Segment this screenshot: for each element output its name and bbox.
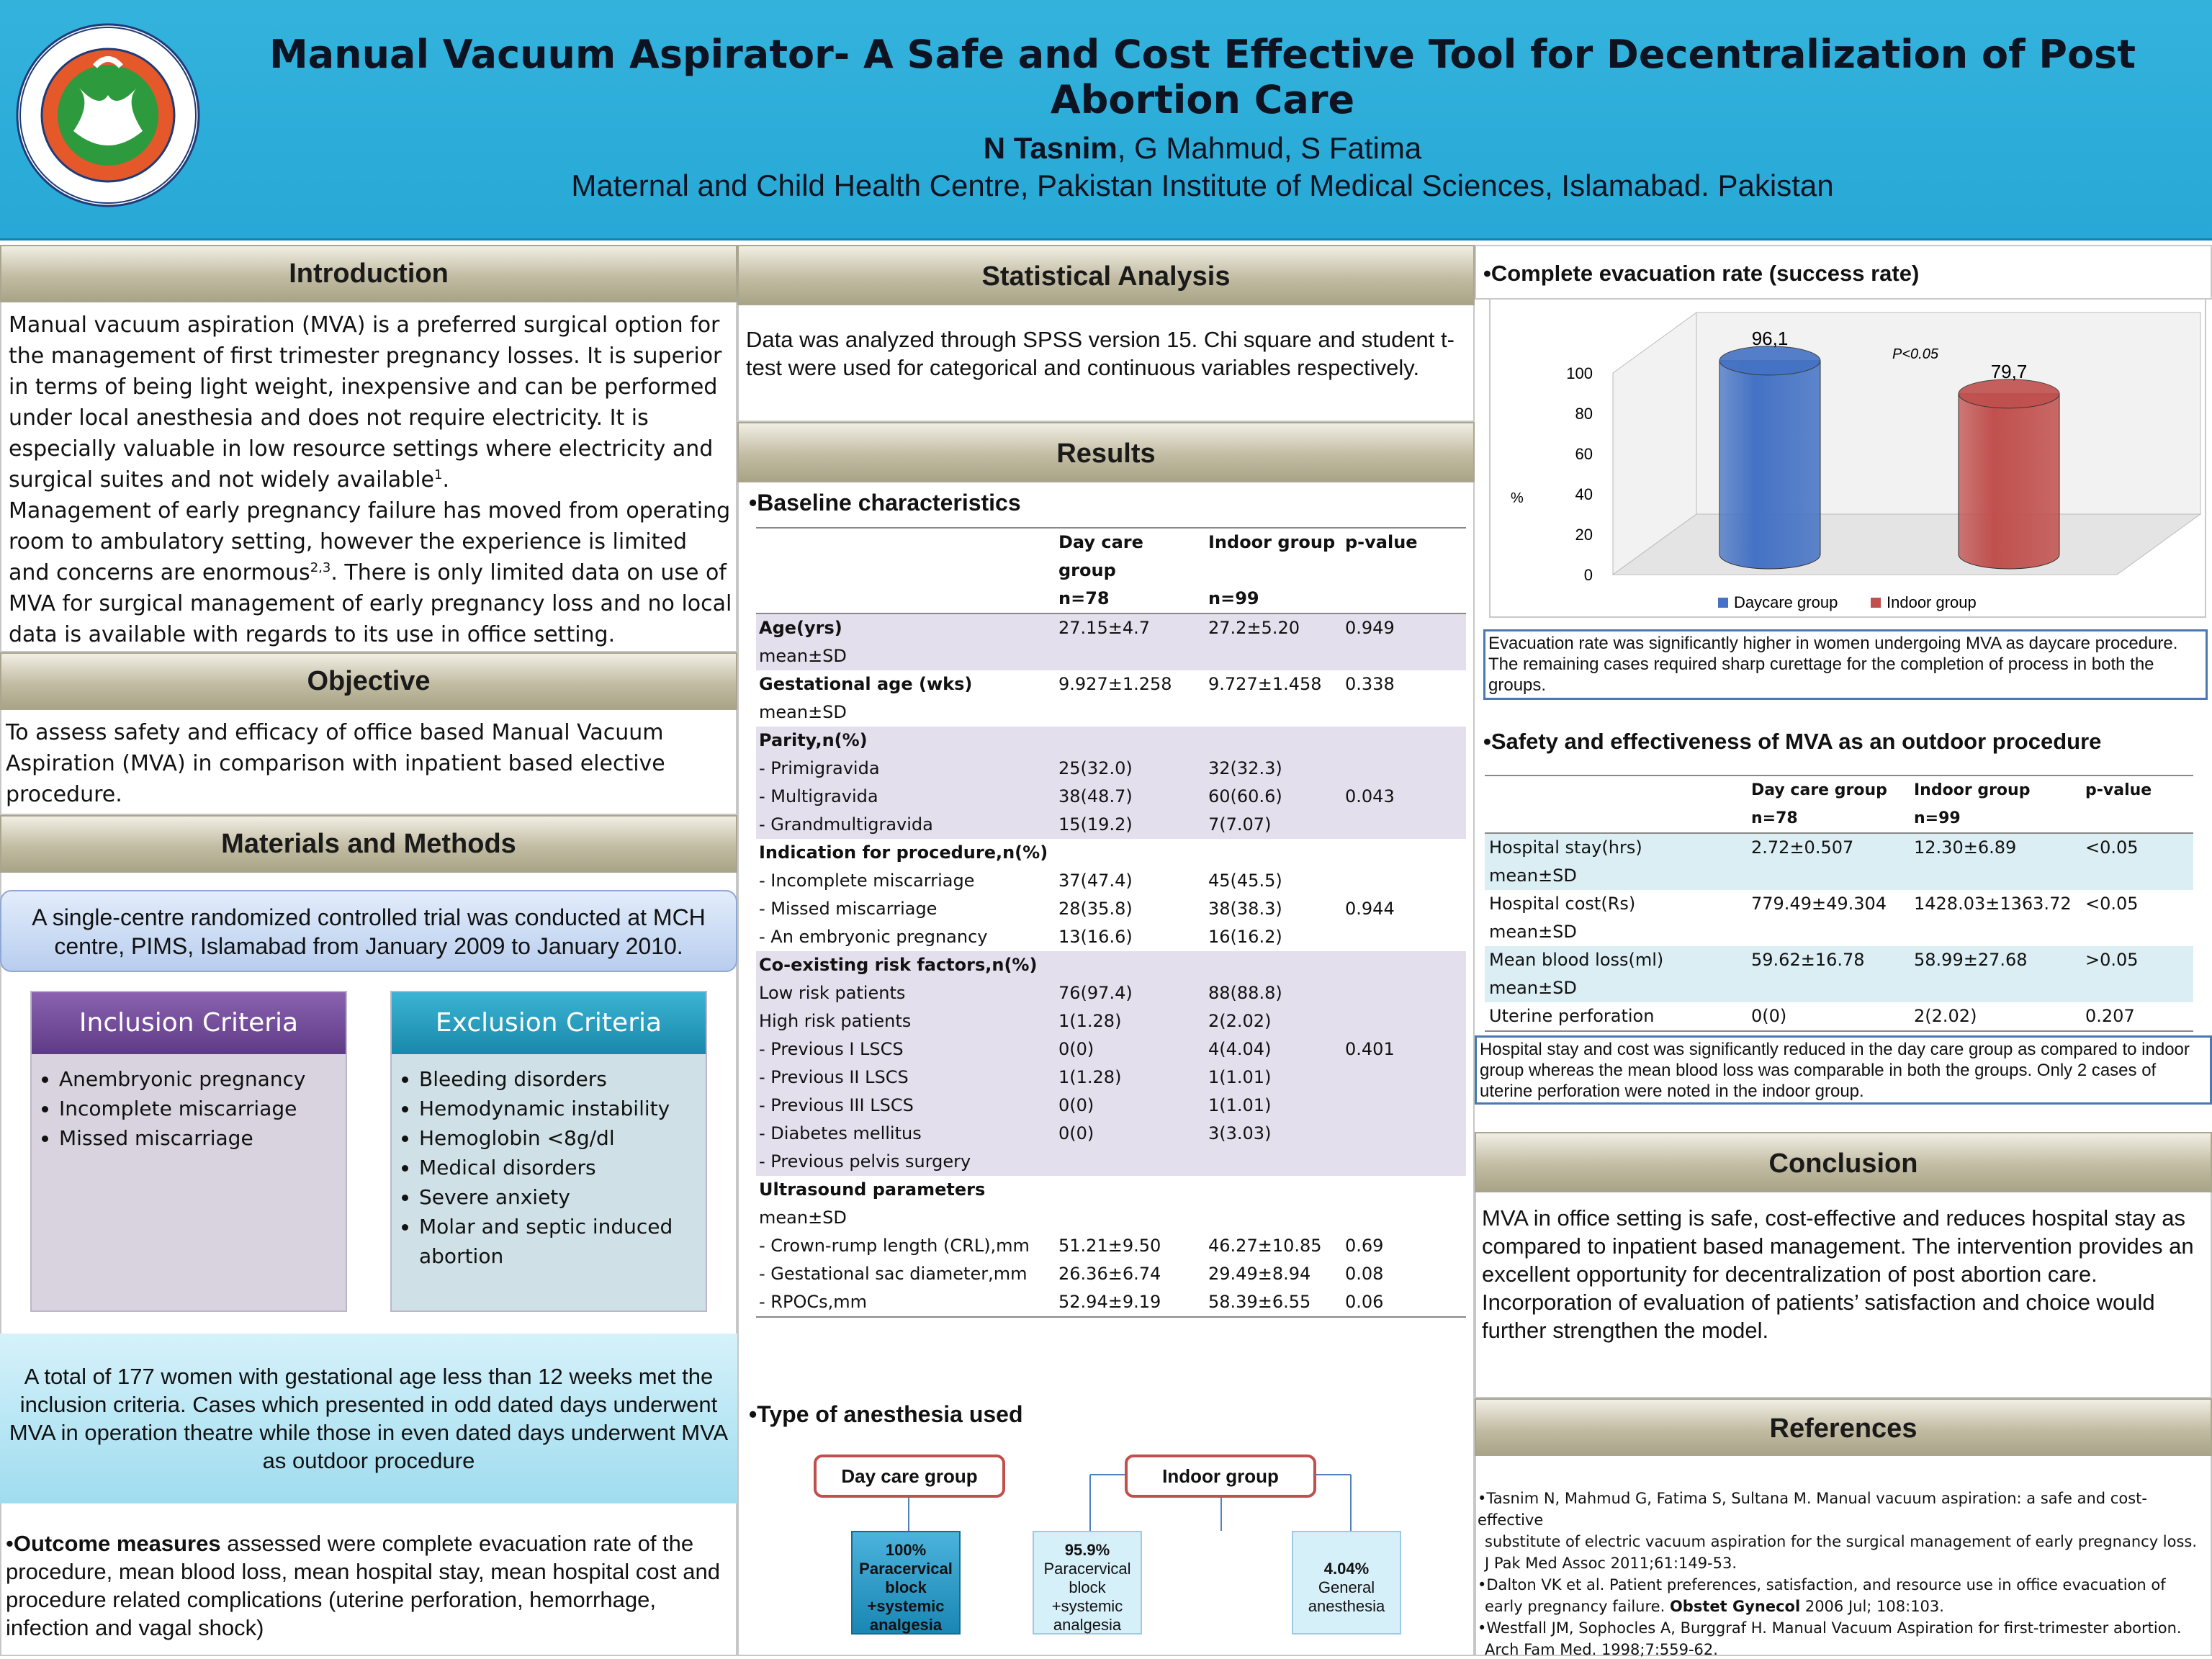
safety-cell: 2.72±0.507 [1747,833,1910,862]
baseline-cell: 25(32.0) [1056,755,1205,783]
baseline-cell [1056,727,1205,755]
baseline-cell: 45(45.5) [1208,871,1282,891]
day-care-group-node: Day care group [814,1455,1005,1498]
baseline-cell: - Previous I LSCS [756,1035,1056,1064]
trial-text: A single-centre randomized controlled trial was conducted at MCH centre, PIMS, Islamabad from January 2009 to January 2010. [32,904,706,959]
anesthesia-box-indoor-paracervical [1033,1531,1142,1635]
baseline-cell: Ultrasound parameters [759,1179,986,1200]
baseline-cell: 32(32.3) [1205,755,1342,783]
baseline-cell [1342,585,1466,613]
data-label: 79,7 [1990,360,2028,382]
baseline-cell: Indication for procedure,n(%) [759,842,1048,863]
baseline-cell: 46.27±10.85 [1208,1236,1322,1256]
baseline-cell [1342,1204,1466,1232]
safety-cell: n=99 [1910,804,2081,833]
safety-cell: 779.49±49.304 [1751,894,1887,914]
ref-2b-pre: early pregnancy failure. [1485,1598,1670,1615]
safety-cell: n=78 [1747,804,1910,833]
safety-cell [2081,974,2193,1002]
conclusion-heading: Conclusion [1475,1132,2212,1192]
baseline-cell [1056,839,1205,867]
baseline-row [756,755,1466,783]
safety-row [1485,1002,2193,1031]
ref-2b-post: 2006 Jul; 108:103. [1800,1598,1944,1615]
inclusion-criteria-box [30,991,347,1312]
safety-cell: 58.99±27.68 [1910,946,2081,974]
baseline-cell: mean±SD [759,1208,847,1228]
b1-l2: block [885,1578,927,1596]
baseline-cell [1342,811,1466,839]
baseline-cell: - Missed miscarriage [759,899,938,919]
baseline-row [756,1232,1466,1260]
outcome-body: assessed were complete evacuation rate of the procedure, mean blood loss, mean hospital stay, mean hospital cost and procedure related complications (uterine perforation, hemorrhage, infection and vagal shock) [6,1531,720,1640]
baseline-cell [1342,839,1466,867]
b3-l2: anesthesia [1308,1597,1385,1615]
baseline-cell: - Primigravida [756,755,1056,783]
trial-box [0,890,737,972]
safety-row [1485,946,2193,974]
legend-label: Indoor group [1887,593,1977,611]
introduction-heading: Introduction [0,245,737,302]
legend-label: Daycare group [1734,593,1838,611]
ref-2b-journal: Obstet Gynecol [1669,1598,1801,1615]
baseline-cell: 13(16.6) [1058,927,1133,947]
exclusion-item: • Hemoglobin <8g/dl [419,1123,701,1153]
baseline-cell: 28(35.8) [1058,899,1133,919]
baseline-cell: p-value [1342,528,1466,585]
b1-pct: 100% [885,1541,927,1559]
baseline-row [756,698,1466,727]
baseline-row [756,1120,1466,1148]
baseline-row [756,979,1466,1007]
baseline-cell: Parity,n(%) [756,727,1056,755]
baseline-cell: Age(yrs) [756,613,1056,642]
baseline-cell [1205,1176,1342,1204]
baseline-cell: - RPOCs,mm [756,1288,1056,1317]
baseline-cell: 60(60.6) [1205,783,1342,811]
baseline-cell [1342,1120,1466,1148]
baseline-cell [1205,1204,1342,1232]
safety-cell: 1428.03±1363.72 [1914,894,2072,914]
safety-header-row [1485,775,2193,804]
b3-l1: General [1318,1578,1375,1596]
safety-cell: 0.207 [2081,1002,2193,1031]
authors [209,131,2196,166]
baseline-cell: Co-existing risk factors,n(%) [756,951,1056,979]
baseline-row [756,1260,1466,1288]
baseline-cell [1342,867,1466,895]
safety-cell: 2(2.02) [1910,1002,2081,1031]
b2-l3: +systemic [1051,1597,1123,1615]
baseline-cell: 9.927±1.258 [1058,674,1172,694]
safety-cell [1747,862,1910,890]
inclusion-item: • Incomplete miscarriage [59,1094,341,1123]
baseline-cell [1205,839,1342,867]
baseline-cell [1342,979,1466,1007]
safety-cell: 0(0) [1747,1002,1910,1031]
baseline-cell: n=99 [1205,585,1342,613]
baseline-table [756,527,1466,1318]
baseline-row [756,1176,1466,1204]
baseline-cell: - Gestational sac diameter,mm [759,1264,1028,1284]
y-axis-label: % [1511,490,1524,506]
baseline-cell: - Incomplete miscarriage [759,871,975,891]
y-tick-label: 0 [1583,566,1593,584]
baseline-row [756,811,1466,839]
baseline-cell [1342,1092,1466,1120]
conclusion-text [1482,1204,2205,1344]
baseline-row [756,951,1466,979]
safety-cell: mean±SD [1485,974,1747,1002]
methods-heading: Materials and Methods [0,815,737,873]
baseline-cell: - Multigravida [756,783,1056,811]
intro-paragraph-2b: . There is only limited data on use of MVA for surgical management of early pregnancy loss and no local data is available with regards to its use in office setting. [9,560,732,647]
baseline-cell: 0(0) [1056,1092,1205,1120]
baseline-cell: 26.36±6.74 [1058,1264,1161,1284]
baseline-row [756,1007,1466,1035]
baseline-cell [1342,698,1466,727]
baseline-cell [756,528,1056,585]
baseline-cell [1056,951,1205,979]
baseline-cell: - Previous pelvis surgery [756,1148,1056,1176]
safety-cell [2081,862,2193,890]
baseline-cell: 51.21±9.50 [1058,1236,1161,1256]
baseline-cell [1342,642,1466,670]
baseline-cell: 0.043 [1342,783,1466,811]
baseline-row [756,839,1466,867]
b2-l4: analgesia [1053,1616,1122,1634]
outcome-label: Outcome measures [13,1531,221,1556]
poster-title: Manual Vacuum Aspirator- A Safe and Cost Effective Tool for Decentralization of Post Abortion Care [269,32,2136,122]
safety-note: Hospital stay and cost was significantly reduced in the day care group as compared to indoor group whereas the mean blood loss was comparable in both the groups. Only 2 cases of uterine perforation were noted in the indoor group. [1475,1035,2212,1105]
b3-pct: 4.04% [1323,1560,1370,1578]
baseline-cell: 1(1.28) [1056,1064,1205,1092]
inclusion-item: • Anembryonic pregnancy [59,1064,341,1094]
b1-l3: +systemic [867,1597,945,1615]
safety-cell [2081,804,2193,833]
objective-heading: Objective [0,652,737,710]
inclusion-item: • Missed miscarriage [59,1123,341,1153]
y-tick-label: 100 [1566,364,1593,382]
baseline-cell: 52.94±9.19 [1056,1288,1205,1317]
safety-cell: <0.05 [2081,833,2193,862]
baseline-cell: 27.15±4.7 [1056,613,1205,642]
references-heading: References [1475,1398,2212,1456]
baseline-cell: 4(4.04) [1205,1035,1342,1064]
baseline-title: •Baseline characteristics [749,490,1021,516]
indoor-group-node: Indoor group [1125,1455,1316,1498]
safety-n-row [1485,804,2193,833]
baseline-cell: - Diabetes mellitus [756,1120,1056,1148]
baseline-cell [1056,1176,1205,1204]
baseline-cell: 2(2.02) [1205,1007,1342,1035]
baseline-cell: 0(0) [1056,1120,1205,1148]
baseline-cell: Day care group [1056,528,1205,585]
baseline-cell: - An embryonic pregnancy [759,927,988,947]
data-label: 96,1 [1751,327,1789,349]
b2-pct: 95.9% [1064,1541,1110,1559]
poster-header [0,0,2212,240]
baseline-cell: 0.944 [1345,899,1395,919]
co-authors: , G Mahmud, S Fatima [1117,131,1422,165]
safety-title-text: Safety and effectiveness of MVA as an outdoor procedure [1491,729,2102,754]
y-tick-label: 60 [1575,445,1593,463]
baseline-cell: 0.949 [1342,613,1466,642]
safety-cell: mean±SD [1489,922,1577,942]
baseline-cell: 1(1.01) [1205,1064,1342,1092]
safety-cell: Hospital cost(Rs) [1489,894,1636,914]
exclusion-criteria-title: Exclusion Criteria [392,992,706,1054]
y-tick-label: 40 [1575,485,1593,503]
safety-title: •Safety and effectiveness of MVA as an outdoor procedure [1483,729,2102,754]
baseline-n-row [756,585,1466,613]
ref-1: •Tasnim N, Mahmud G, Fatima S, Sultana M. Manual vacuum aspiration: a safe and cost-effective [1478,1490,2147,1529]
baseline-cell: 0.401 [1342,1035,1466,1064]
anesthesia-box-daycare [851,1531,961,1635]
bar-1 [1959,394,2059,569]
baseline-row [756,727,1466,755]
baseline-row [756,1092,1466,1120]
baseline-cell: 0.06 [1342,1288,1466,1317]
y-tick-label: 20 [1575,526,1593,544]
safety-row [1485,918,2193,946]
ref-1c: J Pak Med Assoc 2011;61:149-53. [1485,1555,1737,1572]
baseline-cell: Low risk patients [756,979,1056,1007]
exclusion-item: • Bleeding disorders [419,1064,701,1094]
baseline-cell: Gestational age (wks) [759,674,973,694]
objective-text: To assess safety and efficacy of office based Manual Vacuum Aspiration (MVA) in comparison with inpatient based elective procedure. [6,720,665,807]
safety-cell [1910,974,2081,1002]
baseline-cell: 58.39±6.55 [1205,1288,1342,1317]
baseline-cell: 0.08 [1345,1264,1384,1284]
safety-cell: Mean blood loss(ml) [1485,946,1747,974]
ref-1b: substitute of electric vacuum aspiration for the surgical management of early pregnancy loss. [1485,1533,2198,1550]
baseline-cell: 15(19.2) [1056,811,1205,839]
baseline-cell [1342,923,1466,951]
baseline-cell [1342,1064,1466,1092]
safety-cell: mean±SD [1485,862,1747,890]
safety-row [1485,974,2193,1002]
baseline-cell: 38(38.3) [1208,899,1282,919]
safety-cell [1485,775,1747,804]
anesthesia-title: •Type of anesthesia used [749,1401,1023,1427]
safety-cell: 12.30±6.89 [1910,833,2081,862]
exclusion-item: • Severe anxiety [419,1182,701,1212]
baseline-cell: 37(47.4) [1058,871,1133,891]
baseline-row [756,1204,1466,1232]
baseline-title-text: Baseline characteristics [757,490,1021,516]
baseline-cell: 1(1.28) [1056,1007,1205,1035]
baseline-cell: Indoor group [1205,528,1342,585]
chart-floor [1613,514,2200,575]
bar-top-1 [1959,379,2059,408]
baseline-cell: - Previous III LSCS [756,1092,1056,1120]
b2-l2: block [1069,1578,1106,1596]
inclusion-list [39,1064,341,1153]
safety-cell: Hospital stay(hrs) [1485,833,1747,862]
baseline-row [756,923,1466,951]
anesthesia-box-indoor-general [1292,1531,1401,1635]
lead-author: N Tasnim [983,131,1118,165]
safety-cell: p-value [2081,775,2193,804]
evacuation-title-text: Complete evacuation rate (success rate) [1491,261,1920,286]
baseline-row [756,1288,1466,1317]
intro-sup-2: 2,3 [310,560,331,575]
safety-row [1485,862,2193,890]
baseline-cell [1342,727,1466,755]
baseline-cell: mean±SD [756,642,1056,670]
baseline-row [756,895,1466,923]
baseline-cell [1342,755,1466,783]
b2-l1: Paracervical [1043,1560,1131,1578]
safety-cell [1747,918,1910,946]
baseline-cell: 16(16.2) [1208,927,1282,947]
b1-l4: analgesia [869,1616,943,1634]
safety-cell [1910,862,2081,890]
safety-cell [1910,918,2081,946]
introduction-text: Manual vacuum aspiration (MVA) is a preferred surgical option for the management of first trimester pregnancy losses. It is superior in terms of being light weight, inexpensive and can be performed under local anesthesia and does not require electricity. It is especially valuable in low resource settings where electricity and surgical suites and not widely available$^1$. Management of early pregnancy failure has moved from operating room to ambulatory setting, however the experience is limited and concerns are enormous$^{2,3}$. There is only limited data on use of MVA for surgical management of early pregnancy loss and no local data is available with regards to its use in office setting. [9,313,732,647]
baseline-cell: - Previous II LSCS [756,1064,1056,1092]
inclusion-criteria-title: Inclusion Criteria [32,992,346,1054]
baseline-cell: High risk patients [756,1007,1056,1035]
intro-paragraph-1: Manual vacuum aspiration (MVA) is a preferred surgical option for the management of first trimester pregnancy losses. It is superior in terms of being light weight, inexpensive and can be performed under local anesthesia and does not require electricity. It is especially valuable in low resource settings where electricity and surgical suites and not widely available [9,313,722,493]
baseline-cell: 7(7.07) [1205,811,1342,839]
baseline-cell [1205,1148,1342,1176]
baseline-row [756,642,1466,670]
ref-3b: Arch Fam Med. 1998;7:559-62. [1485,1641,1718,1658]
baseline-cell: 88(88.8) [1205,979,1342,1007]
baseline-cell [1056,1204,1205,1232]
baseline-cell [1342,1148,1466,1176]
pims-seal-icon [16,23,200,207]
ref-2: •Dalton VK et al. Patient preferences, satisfaction, and resource use in office evacuation of [1478,1576,2166,1593]
safety-cell: Indoor group [1910,775,2081,804]
safety-row [1485,890,2193,918]
references-list [1478,1488,2198,1659]
baseline-cell: n=78 [1056,585,1205,613]
results-heading: Results [737,422,1475,482]
baseline-cell: 3(3.03) [1205,1120,1342,1148]
legend-swatch [1871,598,1881,608]
baseline-cell: 29.49±8.94 [1208,1264,1311,1284]
baseline-cell: - Crown-rump length (CRL),mm [759,1236,1030,1256]
anesthesia-title-text: Type of anesthesia used [757,1401,1023,1427]
conclusion-p1: MVA in office setting is safe, cost-effective and reduces hospital stay as compared to inpatient based management. The intervention provides an excellent opportunity for decentralization of post abortion care. [1482,1205,2194,1287]
baseline-cell: 38(48.7) [1056,783,1205,811]
baseline-cell: 27.2±5.20 [1205,613,1342,642]
statistics-heading: Statistical Analysis [737,245,1475,305]
y-tick-label: 80 [1575,405,1593,423]
bar-0 [1719,361,1820,569]
bar-top-0 [1719,346,1820,375]
baseline-cell: - Grandmultigravida [756,811,1056,839]
baseline-row [756,670,1466,698]
baseline-cell: mean±SD [759,702,847,722]
evacuation-note: Evacuation rate was significantly higher in women undergoing MVA as daycare procedure. The remaining cases required sharp curettage for the completion of process in both the groups. [1483,629,2208,700]
exclusion-list [399,1064,701,1271]
safety-cell [2081,918,2193,946]
safety-cell: Uterine perforation [1485,1002,1747,1031]
baseline-row [756,783,1466,811]
baseline-cell [1342,1176,1466,1204]
evacuation-chart [1489,298,2206,618]
baseline-row [756,613,1466,642]
legend-swatch [1718,598,1728,608]
evacuation-title: •Complete evacuation rate (success rate) [1483,261,1920,286]
statistics-text: Data was analyzed through SPSS version 15. Chi square and student t-test were used for categorical and continuous variables respectively. [746,327,1455,380]
intro-paragraph-2a: Management of early pregnancy failure has moved from operating room to ambulatory setting, however the experience is limited and concerns are enormous [9,498,731,585]
safety-cell: <0.05 [2085,894,2139,914]
baseline-row [756,867,1466,895]
baseline-row [756,1148,1466,1176]
baseline-cell: 0(0) [1056,1035,1205,1064]
baseline-cell: 0.69 [1345,1236,1384,1256]
exclusion-item: • Hemodynamic instability [419,1094,701,1123]
baseline-cell [756,585,1056,613]
baseline-cell [1056,698,1205,727]
safety-cell: 59.62±16.78 [1747,946,1910,974]
baseline-cell [1056,1148,1205,1176]
outcome-text: •Outcome measures assessed were complete evacuation rate of the procedure, mean blood loss, mean hospital stay, mean hospital cost and procedure related complications (uterine perforation, hemorrhage, infection and vagal shock) [6,1531,720,1640]
safety-cell [1747,974,1910,1002]
baseline-cell: 0.338 [1345,674,1395,694]
baseline-cell: 9.727±1.458 [1208,674,1322,694]
baseline-row [756,1064,1466,1092]
baseline-cell: 76(97.4) [1056,979,1205,1007]
safety-cell: Day care group [1747,775,1910,804]
baseline-cell [1342,951,1466,979]
baseline-row [756,1035,1466,1064]
p-value-annotation: P<0.05 [1892,346,1938,362]
ref-2b [1478,1596,2198,1617]
affiliation: Maternal and Child Health Centre, Pakistan Institute of Medical Sciences, Islamabad. Pakistan [571,168,1834,202]
safety-table [1485,775,2193,1032]
baseline-cell [1205,727,1342,755]
safety-row [1485,833,2193,862]
baseline-cell [1205,951,1342,979]
baseline-cell [1205,698,1342,727]
safety-cell: >0.05 [2081,946,2193,974]
baseline-cell: 1(1.01) [1205,1092,1342,1120]
exclusion-criteria-box [390,991,707,1312]
exclusion-item: • Molar and septic induced abortion [419,1212,701,1271]
baseline-header-row [756,528,1466,585]
safety-cell [1485,804,1747,833]
exclusion-item: • Medical disorders [419,1153,701,1182]
intro-sup-1: 1 [434,467,443,482]
baseline-cell [1342,1007,1466,1035]
baseline-cell [1056,642,1205,670]
total-box [0,1334,737,1503]
ref-3: •Westfall JM, Sophocles A, Burggraf H. Manual Vacuum Aspiration for first-trimester abortion. [1478,1619,2182,1637]
total-text: A total of 177 women with gestational age less than 12 weeks met the inclusion criteria. Cases which presented in odd dated days underwent MVA in operation theatre while those in even dated days underwent MVA as outdoor procedure [9,1364,729,1473]
baseline-cell [1205,642,1342,670]
b1-l1: Paracervical [859,1560,953,1578]
conclusion-p2: Incorporation of evaluation of patients’ satisfaction and choice would further strengthen the model. [1482,1290,2155,1343]
